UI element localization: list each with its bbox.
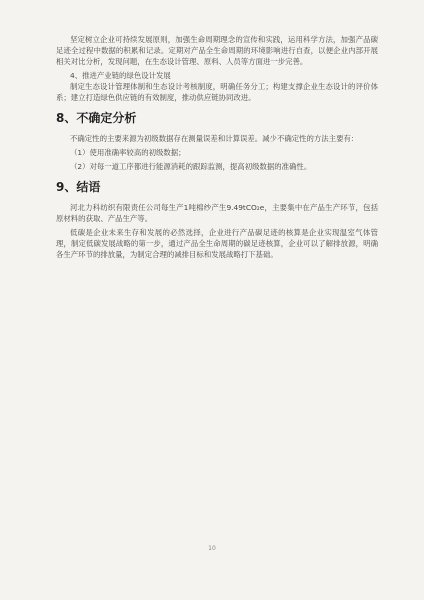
section-9-heading: 9、结语 [56,180,101,194]
page-number: 10 [208,545,216,552]
section-8-heading: 8、不确定分析 [56,111,137,125]
section-9-text-1: 河北力科纺织有限责任公司每生产1吨棉纱产生9.49tCO₂e，主要集中在产品生产环节，包括原材料的获取、产品生产等。 [56,203,378,223]
section-8-text: 不确定性的主要来源为初级数据存在测量误差和计算误差。减少不确定性的方法主要有： [70,134,359,143]
section-8-item-1: （1）使用准确率较高的初级数据； [70,148,186,157]
intro-paragraph: 坚定树立企业可持续发展原则，加强生命周期理念的宣传和实践，运用科学方法，加强产品碳足迹全过程中数据的积累和记录。定期对产品全生命周期的环境影响进行自查，以便企业内部开展相关对比分析，发现问题，在生态设计管理、原料、人员等方面进一步完善。 [56,35,378,66]
subsection-4-title: 4、推进产业链的绿色设计发展 [70,71,171,80]
section-9-text-2: 低碳是企业未来生存和发展的必然选择，企业进行产品碳足迹的核算是企业实现温室气体管理，制定低碳发展战略的第一步，通过产品全生命周期的碳足迹核算，企业可以了解排放源，明确各生产环节的排放量，为制定合理的减排目标和发展战略打下基础。 [56,228,378,259]
section-8-item-2: （2）对每一道工序都进行能源消耗的跟踪监测，提高初级数据的准确性。 [70,162,312,171]
subsection-4-text: 制定生态设计管理体制和生态设计考核制度，明确任务分工；构建支撑企业生态设计的评价体系；建立打造绿色供应链的有效制度，推动供应链协同改进。 [56,82,378,102]
document-body [56,34,378,260]
